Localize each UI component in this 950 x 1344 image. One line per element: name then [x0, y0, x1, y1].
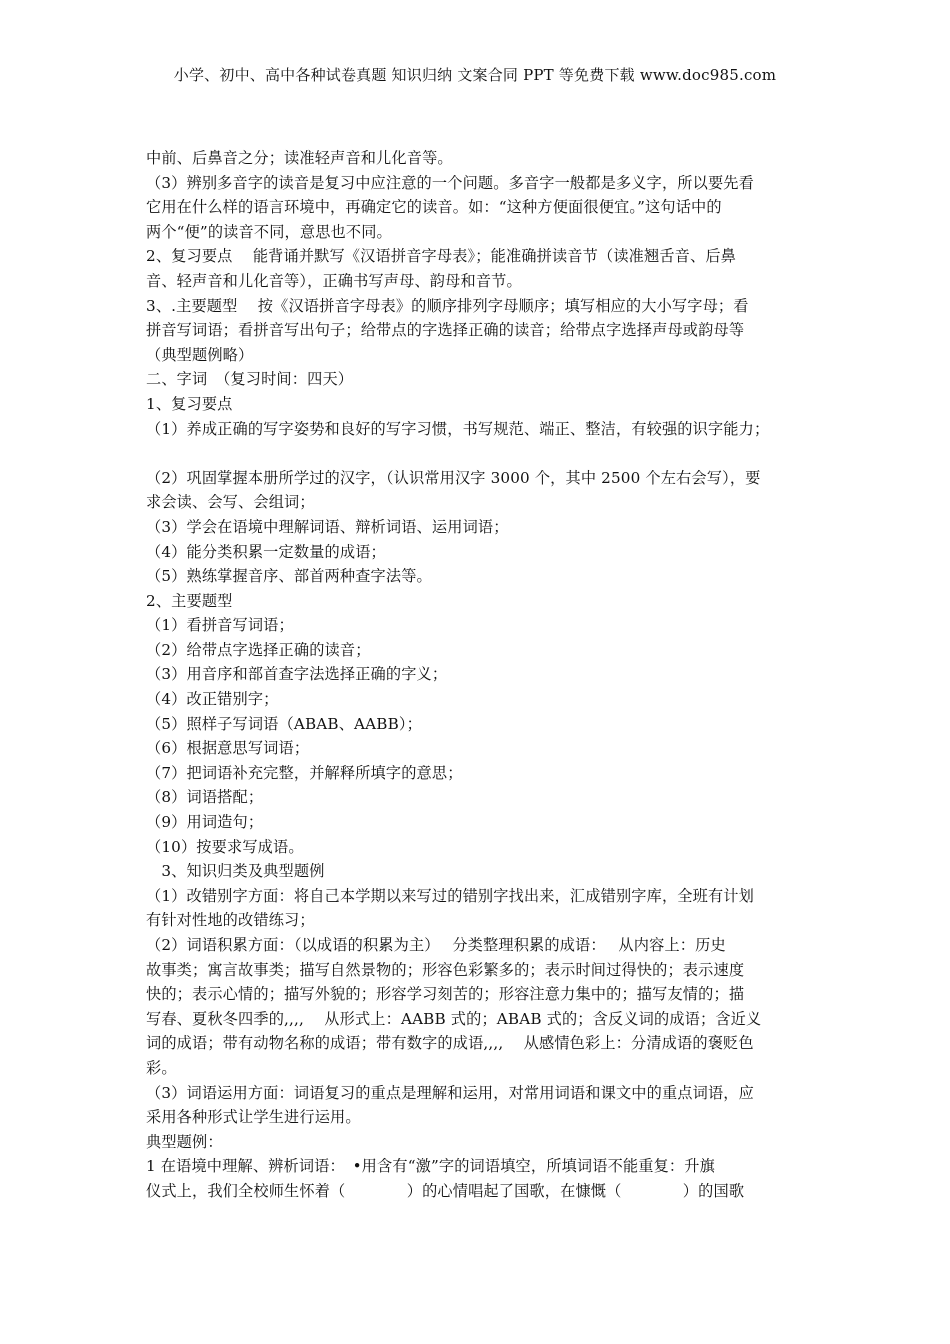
- text-line: 2、复习要点 能背诵并默写《汉语拼音字母表》；能准确拼读音节（读准翘舌音、后鼻: [146, 247, 737, 266]
- list-item: （2）给带点字选择正确的读音；: [146, 640, 371, 659]
- list-item: （5）照样子写词语（ABAB、AABB）；: [146, 714, 422, 733]
- list-item: （6）根据意思写词语；: [146, 739, 310, 758]
- text-line: （5）熟练掌握音序、部首两种查字法等。: [146, 567, 432, 586]
- text-line: 词的成语；带有动物名称的成语；带有数字的成语,,,, 从感情色彩上：分清成语的褒贬色: [146, 1034, 754, 1053]
- text-line: （1）改错别字方面：将自己本学期以来写过的错别字找出来，汇成错别字库，全班有计划: [146, 886, 754, 905]
- text-line: （典型题例略）: [146, 345, 254, 364]
- text-line: 中前、后鼻音之分；读准轻声音和儿化音等。: [146, 149, 453, 167]
- text-line: （3）辨别多音字的读音是复习中应注意的一个问题。多音字一般都是多义字，所以要先看: [146, 173, 754, 192]
- text-line: （4）能分类积累一定数量的成语；: [146, 542, 386, 561]
- text-line: 写春、夏秋冬四季的,,,, 从形式上：AABB 式的；ABAB 式的；含反义词的成语；含近义: [146, 1009, 762, 1028]
- text-line: （3）词语运用方面：词语复习的重点是理解和运用，对常用词语和课文中的重点词语，应: [146, 1083, 754, 1102]
- text-line: （2）巩固掌握本册所学过的汉字，（认识常用汉字 3000 个，其中 2500 个左右会写），要: [146, 468, 761, 487]
- text-line: 采用各种形式让学生进行运用。: [146, 1108, 361, 1127]
- text-line: （2）词语积累方面：（以成语的积累为主） 分类整理积累的成语： 从内容上：历史: [146, 936, 726, 954]
- text-line: （3）学会在语境中理解词语、辩析词语、运用词语；: [146, 517, 509, 536]
- text-line: 1 在语境中理解、辨析词语： •用含有“激”字的词语填空，所填词语不能重复：升旗: [146, 1157, 715, 1176]
- text-line: 仪式上，我们全校师生怀着（ ）的心情唱起了国歌，在慷慨（ ）的国歌: [146, 1181, 745, 1200]
- text-line: 它用在什么样的语言环境中，再确定它的读音。如：“这种方便面很便宜。”这句话中的: [146, 198, 722, 217]
- text-line: （1）养成正确的写字姿势和良好的写字习惯，书写规范、端正、整洁，有较强的识字能力；: [146, 419, 770, 438]
- text-line: 故事类；寓言故事类；描写自然景物的；形容色彩繁多的；表示时间过得快的；表示速度: [146, 960, 745, 979]
- text-line: 3、.主要题型 按《汉语拼音字母表》的顺序排列字母顺序；填写相应的大小写字母；看: [146, 296, 749, 315]
- text-line: 快的；表示心情的；描写外貌的；形容学习刻苦的；形容注意力集中的；描写友情的；描: [146, 985, 745, 1004]
- list-item: （1）看拼音写词语；: [146, 616, 294, 635]
- list-item: （8）词语搭配；: [146, 788, 264, 807]
- text-line: 求会读、会写、会组词；: [146, 493, 315, 512]
- text-line: 两个“便”的读音不同，意思也不同。: [146, 222, 392, 241]
- section-heading: 二、字词 （复习时间：四天）: [146, 370, 354, 389]
- list-item: （7）把词语补充完整，并解释所填字的意思；: [146, 763, 463, 782]
- list-item: （4）改正错别字；: [146, 690, 279, 709]
- text-line: 拼音写词语；看拼音写出句子；给带点的字选择正确的读音；给带点字选择声母或韵母等: [146, 321, 745, 340]
- text-line: 音、轻声音和儿化音等），正确书写声母、韵母和音节。: [146, 271, 522, 290]
- text-line: 彩。: [146, 1058, 177, 1077]
- subsection-heading: 2、主要题型: [146, 591, 233, 610]
- list-item: （9）用词造句；: [146, 813, 264, 832]
- subsection-heading: 3、知识归类及典型题例: [146, 862, 325, 881]
- text-line: 有针对性地的改错练习；: [146, 911, 315, 930]
- list-item: （10）按要求写成语。: [146, 837, 304, 856]
- document-body: [146, 146, 810, 1204]
- subsection-heading: 1、复习要点: [146, 394, 233, 413]
- blank-line: [146, 441, 810, 466]
- page-header: 小学、初中、高中各种试卷真题 知识归纳 文案合同 PPT 等免费下载 www.doc985.com: [173, 66, 777, 84]
- subsection-heading: 典型题例：: [146, 1132, 223, 1151]
- list-item: （3）用音序和部首查字法选择正确的字义；: [146, 665, 448, 684]
